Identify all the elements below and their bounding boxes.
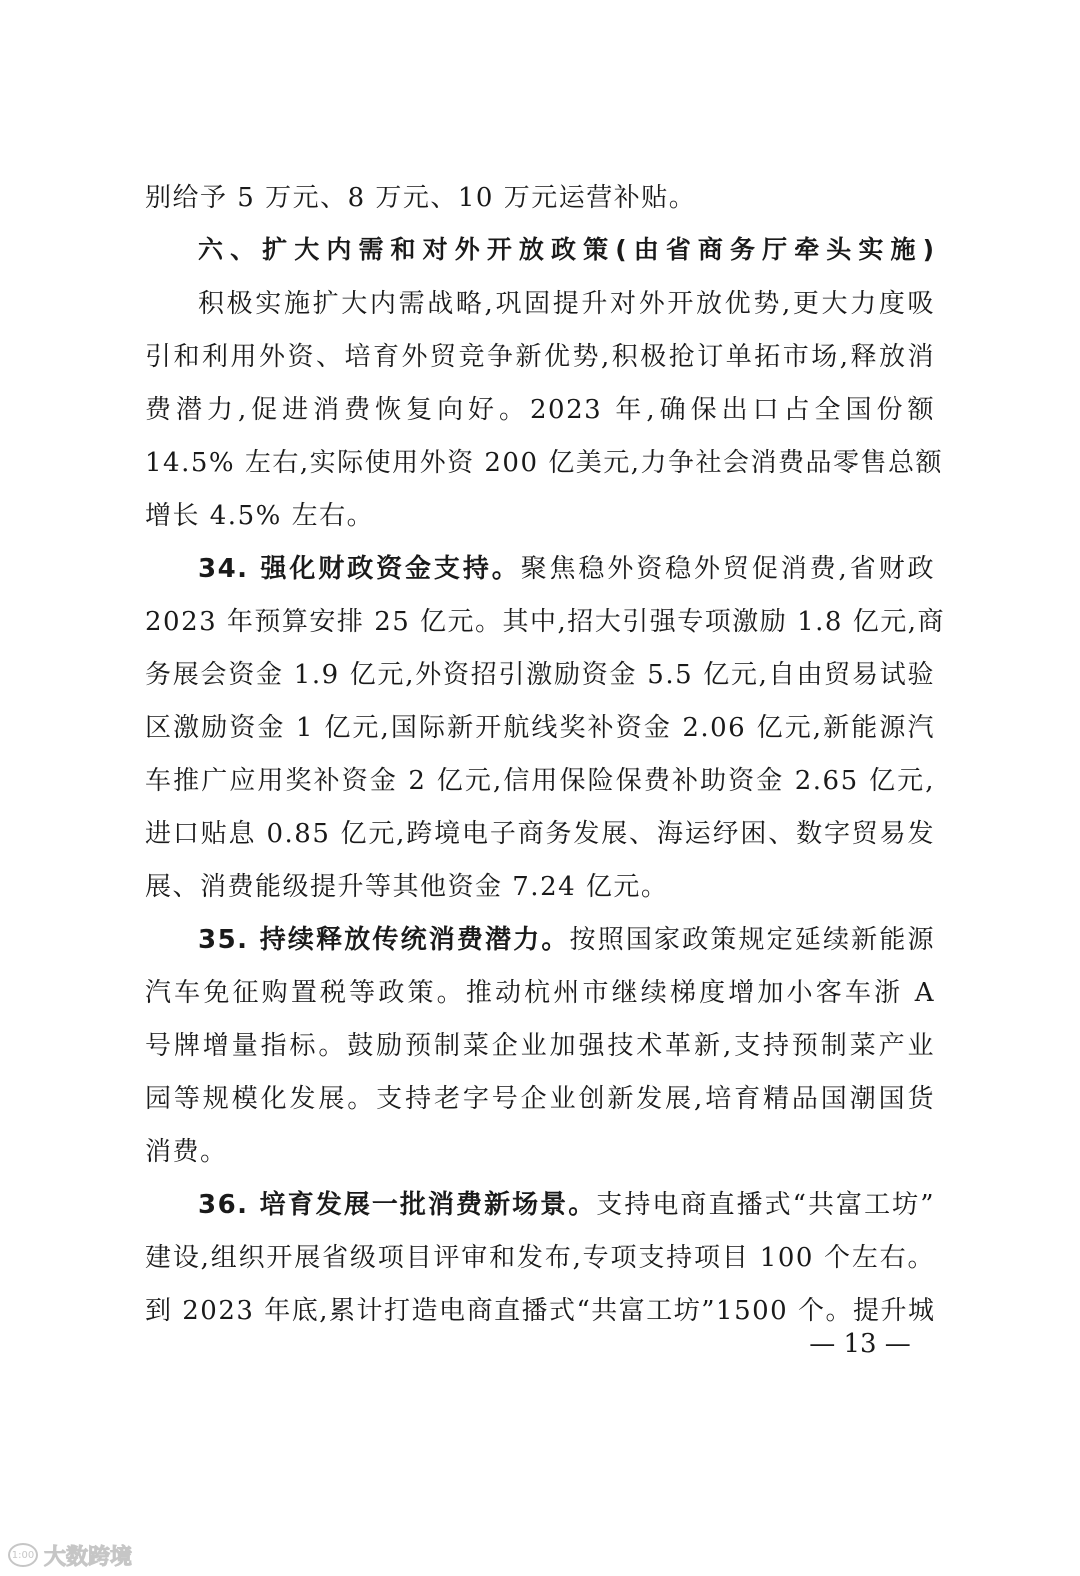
paragraph-line <box>198 543 935 595</box>
watermark <box>8 1540 132 1570</box>
paragraph-line: 费潜力,促进消费恢复向好。2023 年,确保出口占全国份额 <box>145 395 935 425</box>
paragraph-line: 展、消费能级提升等其他资金 7.24 亿元。 <box>145 872 669 902</box>
watermark-logo-icon: 1:00 <box>8 1543 38 1567</box>
paragraph-line: 建设,组织开展省级项目评审和发布,专项支持项目 100 个左右。 <box>145 1243 935 1273</box>
paragraph-line: 2023 年预算安排 25 亿元。其中,招大引强专项激励 1.8 亿元,商 <box>145 607 945 637</box>
item-text: 支持电商直播式“共富工坊” <box>596 1190 935 1220</box>
paragraph-line: 别给予 5 万元、8 万元、10 万元运营补贴。 <box>145 183 697 213</box>
paragraph-line: 区激励资金 1 亿元,国际新开航线奖补资金 2.06 亿元,新能源汽 <box>145 713 935 743</box>
paragraph-line: 积极实施扩大内需战略,巩固提升对外开放优势,更大力度吸 <box>198 289 935 319</box>
paragraph-line: 消费。 <box>145 1137 228 1167</box>
item-heading: 36. 培育发展一批消费新场景。 <box>198 1190 597 1220</box>
paragraph-line: 车推广应用奖补资金 2 亿元,信用保险保费补助资金 2.65 亿元, <box>145 766 935 796</box>
paragraph-line: 汽车免征购置税等政策。推动杭州市继续梯度增加小客车浙 A <box>145 978 935 1008</box>
paragraph-line: 园等规模化发展。支持老字号企业创新发展,培育精品国潮国货 <box>145 1084 935 1114</box>
paragraph-line <box>198 1179 935 1231</box>
item-heading: 35. 持续释放传统消费潜力。 <box>198 925 570 955</box>
watermark-text: 大数跨境 <box>44 1544 133 1570</box>
section-heading: 六、扩大内需和对外开放政策(由省商务厅牵头实施) <box>198 235 935 264</box>
item-text: 按照国家政策规定延续新能源 <box>569 925 935 955</box>
paragraph-line: 进口贴息 0.85 亿元,跨境电子商务发展、海运纾困、数字贸易发 <box>145 819 935 849</box>
paragraph-line: 14.5% 左右,实际使用外资 200 亿美元,力争社会消费品零售总额 <box>145 448 944 478</box>
paragraph-line: 务展会资金 1.9 亿元,外资招引激励资金 5.5 亿元,自由贸易试验 <box>145 660 935 690</box>
item-heading: 34. 强化财政资金支持。 <box>198 554 521 584</box>
paragraph-line: 增长 4.5% 左右。 <box>145 501 375 531</box>
item-text: 聚焦稳外资稳外贸促消费,省财政 <box>520 554 935 584</box>
paragraph-line: 引和利用外资、培育外贸竞争新优势,积极抢订单拓市场,释放消 <box>145 342 935 372</box>
paragraph-line: 号牌增量指标。鼓励预制菜企业加强技术革新,支持预制菜产业 <box>145 1031 935 1061</box>
paragraph-line <box>198 914 935 966</box>
page-number: — 13 — <box>809 1329 911 1359</box>
paragraph-line: 到 2023 年底,累计打造电商直播式“共富工坊”1500 个。提升城 <box>145 1296 936 1326</box>
